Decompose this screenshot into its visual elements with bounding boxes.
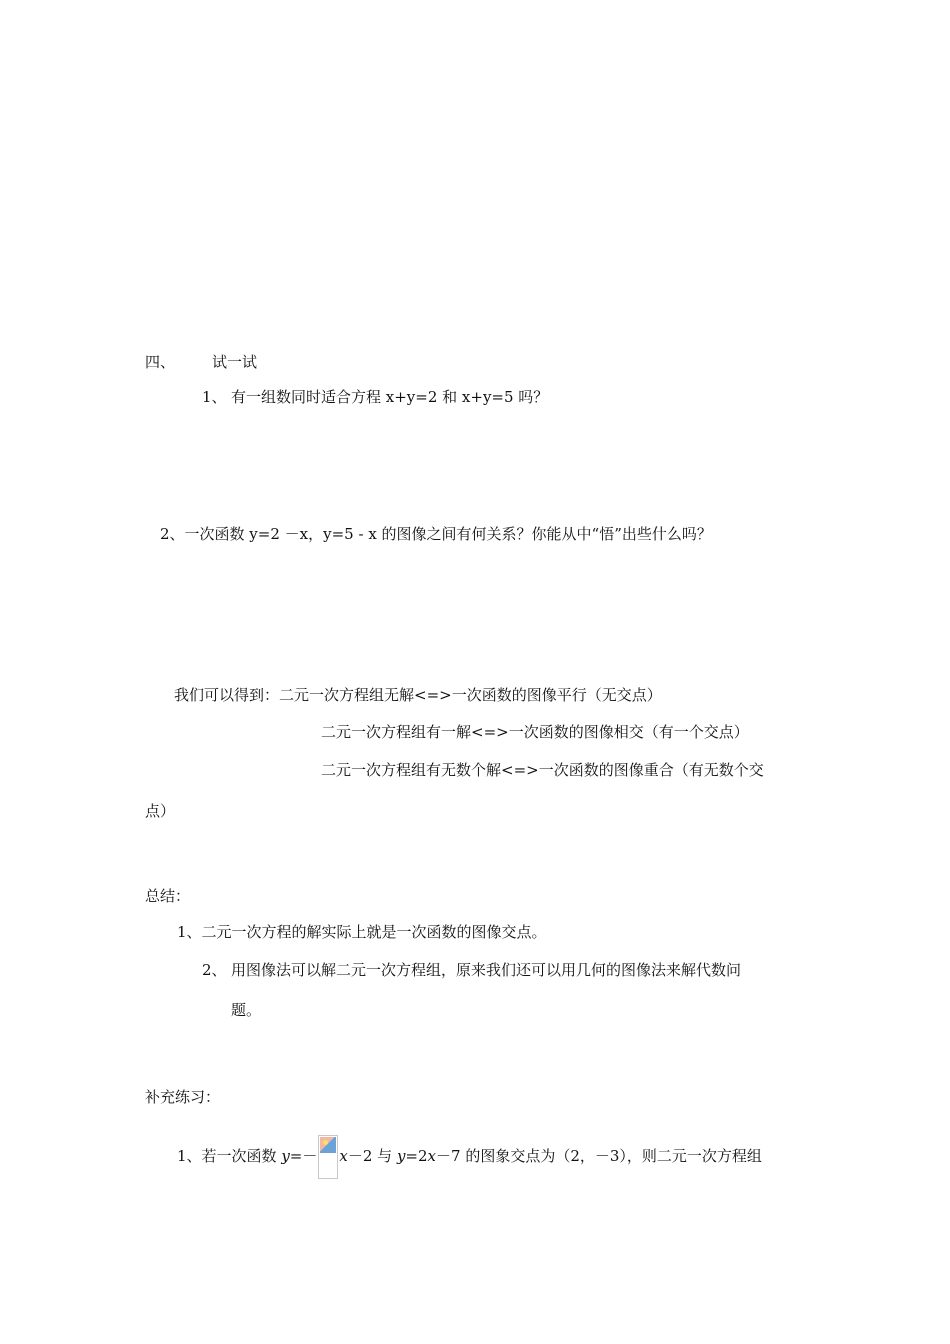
- summary-title: 总结：: [145, 887, 191, 905]
- conclusion-line-4: 点）: [145, 802, 176, 820]
- conclusion-line-3: 二元一次方程组有无数个解<=>一次函数的图像重合（有无数个交: [321, 761, 764, 779]
- variable-x: x: [339, 1147, 348, 1165]
- supplement-q1-mid-1: －2 与: [347, 1147, 397, 1165]
- variable-y: y: [281, 1147, 290, 1165]
- summary-item-2-continuation: 题。: [231, 1001, 262, 1019]
- question-1-text: 有一组数同时适合方程 x+y=2 和 x+y=5 吗？: [231, 388, 549, 406]
- supplement-question-1: [177, 1135, 762, 1179]
- summary-item-2-text: 用图像法可以解二元一次方程组，原来我们还可以用几何的图像法来解代数问: [231, 961, 742, 979]
- equals-minus: =－: [289, 1147, 318, 1165]
- conclusion-intro: 我们可以得到：二元一次方程组无解<=>一次函数的图像平行（无交点）: [174, 686, 662, 704]
- section-title: 试一试: [212, 353, 258, 371]
- variable-y-2: y: [396, 1147, 406, 1165]
- supplement-q1-prefix: 1、若一次函数: [177, 1147, 282, 1165]
- broken-image-icon: [320, 1137, 336, 1153]
- question-2-text: 2、一次函数 y=2 －x，y=5 - x 的图像之间有何关系？你能从中“悟”出些什么吗？: [160, 525, 712, 543]
- variable-x-2: x: [427, 1147, 437, 1165]
- supplement-q1-tail: －7 的图象交点为（2，－3），则二元一次方程组: [436, 1147, 762, 1165]
- conclusion-line-2: 二元一次方程组有一解<=>一次函数的图像相交（有一个交点）: [321, 723, 749, 741]
- supplement-title: 补充练习：: [145, 1088, 221, 1106]
- supplement-q1-mid-2: =2: [405, 1147, 428, 1165]
- section-number: 四、: [145, 353, 176, 371]
- missing-image-icon: [318, 1135, 338, 1179]
- summary-item-1: 1、二元一次方程的解实际上就是一次函数的图像交点。: [177, 923, 547, 941]
- question-1-number: 1、: [202, 388, 227, 406]
- summary-item-2-number: 2、: [202, 961, 227, 979]
